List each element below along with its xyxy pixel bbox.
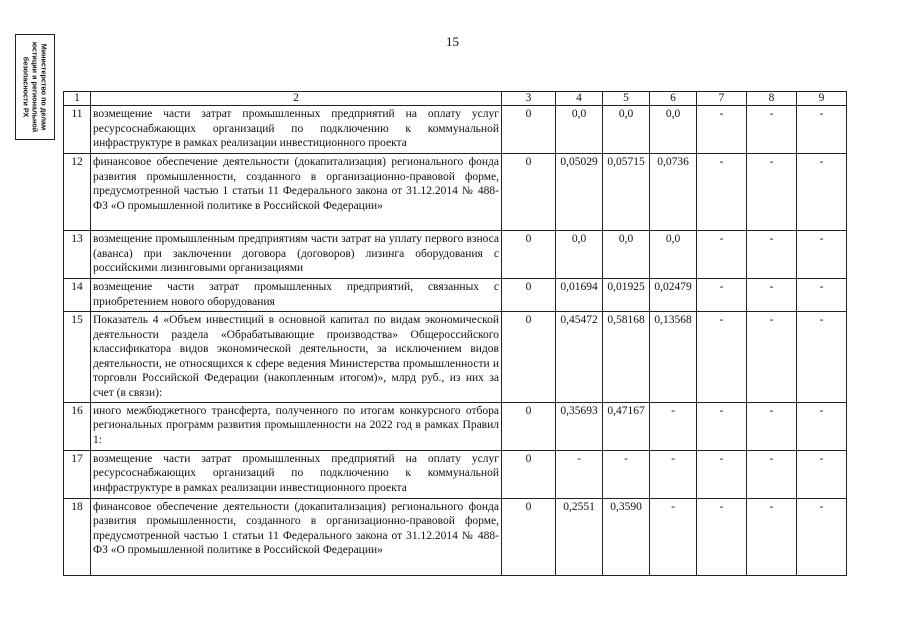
row-description: иного межбюджетного трансферта, полученного по итогам конкурсного отбора региональных программ развития промышленности на 2022 год в рамках Правил 1: bbox=[91, 402, 502, 450]
row-description: возмещение части затрат промышленных предприятий, связанных с приобретением нового оборудования bbox=[91, 279, 502, 312]
value-col-6: 0,0 bbox=[650, 231, 697, 279]
column-header-3: 3 bbox=[502, 92, 556, 106]
value-col-3: 0 bbox=[502, 402, 556, 450]
value-col-3: 0 bbox=[502, 279, 556, 312]
value-col-6: - bbox=[650, 450, 697, 498]
value-col-8: - bbox=[747, 279, 797, 312]
table-row bbox=[64, 498, 847, 575]
value-col-8: - bbox=[747, 498, 797, 575]
row-number: 17 bbox=[64, 450, 91, 498]
value-col-9: - bbox=[797, 312, 847, 403]
value-col-7: - bbox=[697, 498, 747, 575]
value-col-3: 0 bbox=[502, 450, 556, 498]
value-col-8: - bbox=[747, 231, 797, 279]
value-col-6: 0,13568 bbox=[650, 312, 697, 403]
value-col-6: 0,0736 bbox=[650, 154, 697, 231]
row-description: возмещение части затрат промышленных предприятий на оплату услуг ресурсоснабжающих организаций по подключению к коммунальной инфраструктуре в рамках реализации инвестиционного проекта bbox=[91, 106, 502, 154]
value-col-4: 0,45472 bbox=[556, 312, 603, 403]
value-col-9: - bbox=[797, 154, 847, 231]
value-col-9: - bbox=[797, 231, 847, 279]
value-col-7: - bbox=[697, 231, 747, 279]
column-header-1: 1 bbox=[64, 92, 91, 106]
value-col-8: - bbox=[747, 312, 797, 403]
row-number: 12 bbox=[64, 154, 91, 231]
column-header-6: 6 bbox=[650, 92, 697, 106]
table-row bbox=[64, 312, 847, 403]
value-col-5: 0,47167 bbox=[603, 402, 650, 450]
value-col-8: - bbox=[747, 402, 797, 450]
value-col-4: 0,01694 bbox=[556, 279, 603, 312]
value-col-3: 0 bbox=[502, 312, 556, 403]
table-row bbox=[64, 231, 847, 279]
value-col-9: - bbox=[797, 279, 847, 312]
table-row bbox=[64, 106, 847, 154]
column-header-7: 7 bbox=[697, 92, 747, 106]
row-number: 11 bbox=[64, 106, 91, 154]
value-col-5: 0,05715 bbox=[603, 154, 650, 231]
value-col-8: - bbox=[747, 106, 797, 154]
row-number: 18 bbox=[64, 498, 91, 575]
column-header-5: 5 bbox=[603, 92, 650, 106]
value-col-9: - bbox=[797, 402, 847, 450]
value-col-7: - bbox=[697, 450, 747, 498]
table-row bbox=[64, 279, 847, 312]
column-header-8: 8 bbox=[747, 92, 797, 106]
value-col-5: 0,3590 bbox=[603, 498, 650, 575]
value-col-4: 0,35693 bbox=[556, 402, 603, 450]
row-description: возмещение промышленным предприятиям части затрат на уплату первого взноса (аванса) при заключении договора (договоров) лизинга оборудования с российскими лизинговыми организациями bbox=[91, 231, 502, 279]
table-header-row bbox=[64, 92, 847, 106]
value-col-5: 0,0 bbox=[603, 106, 650, 154]
value-col-8: - bbox=[747, 154, 797, 231]
value-col-5: - bbox=[603, 450, 650, 498]
value-col-5: 0,0 bbox=[603, 231, 650, 279]
value-col-3: 0 bbox=[502, 154, 556, 231]
ministry-stamp bbox=[15, 34, 55, 140]
column-header-2: 2 bbox=[91, 92, 502, 106]
value-col-7: - bbox=[697, 402, 747, 450]
table-row bbox=[64, 450, 847, 498]
value-col-3: 0 bbox=[502, 106, 556, 154]
column-header-9: 9 bbox=[797, 92, 847, 106]
table-row bbox=[64, 154, 847, 231]
row-number: 14 bbox=[64, 279, 91, 312]
page-number: 15 bbox=[446, 34, 459, 49]
column-header-4: 4 bbox=[556, 92, 603, 106]
value-col-6: - bbox=[650, 402, 697, 450]
value-col-6: - bbox=[650, 498, 697, 575]
row-number: 16 bbox=[64, 402, 91, 450]
value-col-7: - bbox=[697, 154, 747, 231]
value-col-6: 0,02479 bbox=[650, 279, 697, 312]
row-description: финансовое обеспечение деятельности (докапитализация) регионального фонда развития промышленности, созданного в организационно-правовой форме, предусмотренной частью 1 статьи 11 Федерального закона от 31.12.2014 № 488-ФЗ «О промышленной политике в Российской Федерации» bbox=[91, 154, 502, 231]
value-col-7: - bbox=[697, 106, 747, 154]
value-col-3: 0 bbox=[502, 231, 556, 279]
value-col-3: 0 bbox=[502, 498, 556, 575]
value-col-8: - bbox=[747, 450, 797, 498]
value-col-9: - bbox=[797, 450, 847, 498]
value-col-4: 0,05029 bbox=[556, 154, 603, 231]
stamp-text: Министерство по делам юстиции и региональной безопасности РХ bbox=[21, 41, 49, 133]
row-description: возмещение части затрат промышленных предприятий на оплату услуг ресурсоснабжающих организаций по подключению к коммунальной инфраструктуре в рамках реализации инвестиционного проекта bbox=[91, 450, 502, 498]
value-col-5: 0,58168 bbox=[603, 312, 650, 403]
value-col-6: 0,0 bbox=[650, 106, 697, 154]
value-col-5: 0,01925 bbox=[603, 279, 650, 312]
value-col-4: 0,0 bbox=[556, 106, 603, 154]
indicators-table bbox=[63, 91, 847, 576]
table-row bbox=[64, 402, 847, 450]
value-col-7: - bbox=[697, 312, 747, 403]
value-col-9: - bbox=[797, 498, 847, 575]
value-col-4: 0,0 bbox=[556, 231, 603, 279]
value-col-7: - bbox=[697, 279, 747, 312]
row-description: финансовое обеспечение деятельности (докапитализация) регионального фонда развития промышленности, созданного в организационно-правовой форме, предусмотренной частью 1 статьи 11 Федерального закона от 31.12.2014 № 488-ФЗ «О промышленной политике в Российской Федерации» bbox=[91, 498, 502, 575]
row-number: 15 bbox=[64, 312, 91, 403]
value-col-9: - bbox=[797, 106, 847, 154]
row-number: 13 bbox=[64, 231, 91, 279]
row-description: Показатель 4 «Объем инвестиций в основной капитал по видам экономической деятельности раздела «Обрабатывающие производства» Общероссийского классификатора видов экономической деятельности, за исключением видов деятельности, не относящихся к сфере ведения Министерства промышленности и торговли Российской Федерации (накопленным итогом)», млрд руб., из них за счет (в связи): bbox=[91, 312, 502, 403]
value-col-4: 0,2551 bbox=[556, 498, 603, 575]
value-col-4: - bbox=[556, 450, 603, 498]
